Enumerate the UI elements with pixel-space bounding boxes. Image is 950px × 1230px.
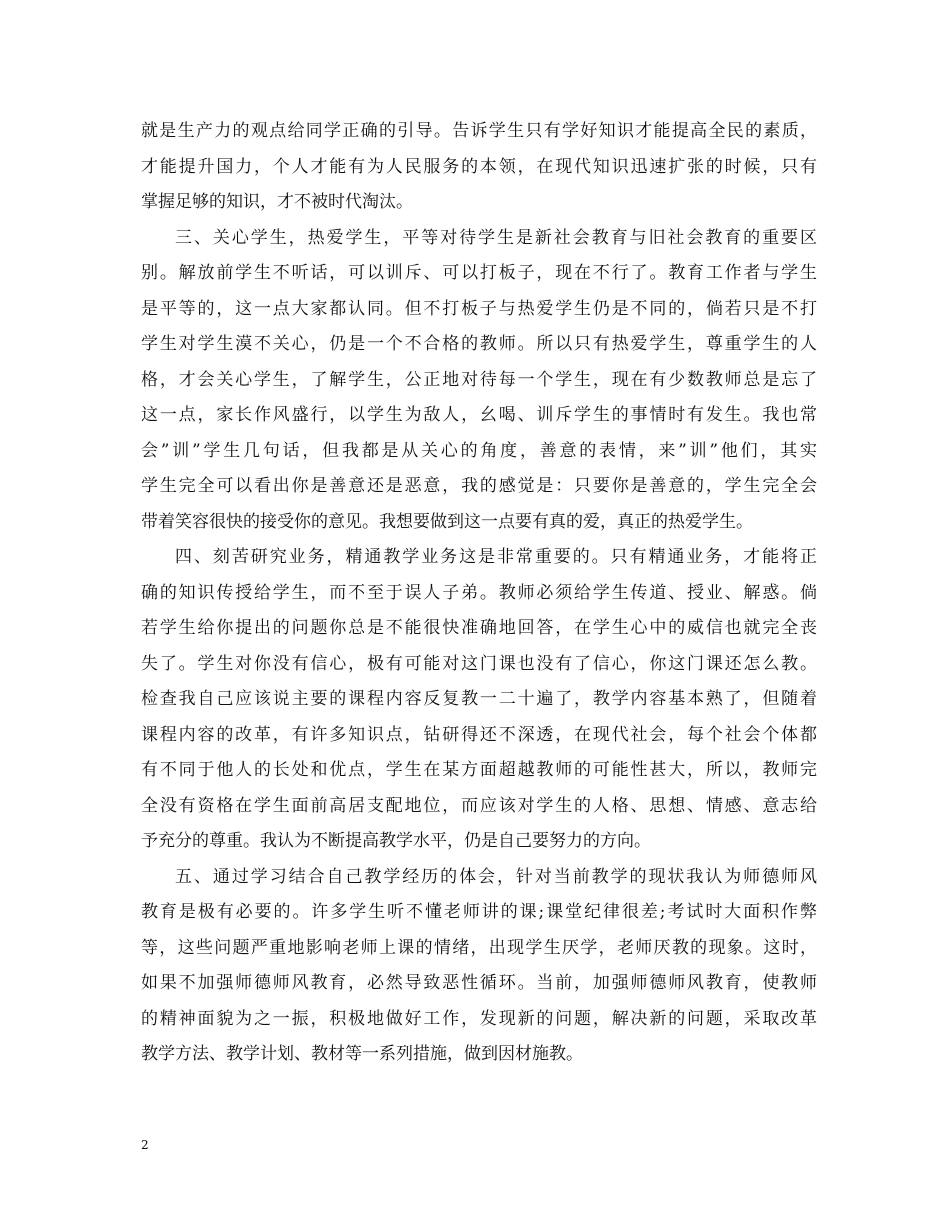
text-line: 的精神面貌为之一振，积极地做好工作，发现新的问题，解决新的问题，采取改革 xyxy=(141,1008,817,1029)
text-line: 这一点，家长作风盛行，以学生为敌人，幺喝、训斥学生的事情时有发生。我也常 xyxy=(141,405,817,425)
text-line: 等，这些问题严重地影响老师上课的情绪，出现学生厌学，老师厌教的现象。这时， xyxy=(141,937,817,958)
text-line: 若学生给你提出的问题你总是不能很快准确地回答，在学生心中的威信也就完全丧 xyxy=(141,618,817,638)
text-line: 课程内容的改革，有许多知识点，钻研得还不深透，在现代社会，每个社会个体都 xyxy=(141,724,817,745)
text-line: 如果不加强师德师风教育，必然导致恶性循环。当前，加强师德师风教育，使教师 xyxy=(141,973,817,993)
body-text xyxy=(141,114,817,1073)
text-line: 格，才会关心学生，了解学生，公正地对待每一个学生，现在有少数教师总是忘了 xyxy=(141,369,817,390)
text-line: 教学方法、教学计划、教材等一系列措施，做到因材施教。 xyxy=(141,1044,583,1064)
text-line: 教育是极有必要的。许多学生听不懂老师讲的课;课堂纪律很差;考试时大面积作弊 xyxy=(141,902,817,922)
paragraph-continuation xyxy=(141,114,817,221)
text-line: 检查我自己应该说主要的课程内容反复教一二十遍了，教学内容基本熟了，但随着 xyxy=(141,689,817,709)
text-line: 四、刻苦研究业务，精通教学业务这是非常重要的。只有精通业务，才能将正 xyxy=(175,547,817,567)
text-line: 是平等的，这一点大家都认同。但不打板子与热爱学生仍是不同的，倘若只是不打 xyxy=(141,298,817,319)
text-line: 掌握足够的知识，才不被时代淘汰。 xyxy=(141,192,413,212)
text-line: 三、关心学生，热爱学生，平等对待学生是新社会教育与旧社会教育的重要区 xyxy=(175,227,817,248)
text-line: 才能提升国力，个人才能有为人民服务的本领，在现代知识迅速扩张的时候，只有 xyxy=(141,156,817,177)
text-line: 确的知识传授给学生，而不至于误人子弟。教师必须给学生传道、授业、解惑。倘 xyxy=(141,582,817,603)
page-number: 2 xyxy=(141,1138,149,1152)
text-line: 五、通过学习结合自己教学经历的体会，针对当前教学的现状我认为师德师风 xyxy=(175,866,817,887)
text-line: 有不同于他人的长处和优点，学生在某方面超越教师的可能性甚大，所以，教师完 xyxy=(141,760,817,780)
text-line: 学生完全可以看出你是善意还是恶意，我的感觉是：只要你是善意的，学生完全会 xyxy=(141,476,817,496)
text-line: 别。解放前学生不听话，可以训斥、可以打板子，现在不行了。教育工作者与学生 xyxy=(141,263,817,283)
text-line: 会”训”学生几句话，但我都是从关心的角度，善意的表情，来”训”他们，其实 xyxy=(141,440,817,461)
text-line: 学生对学生漠不关心，仍是一个不合格的教师。所以只有热爱学生，尊重学生的人 xyxy=(141,334,817,354)
paragraph-five xyxy=(141,860,817,1073)
paragraph-four xyxy=(141,540,817,860)
text-line: 失了。学生对你没有信心，极有可能对这门课也没有了信心，你这门课还怎么教。 xyxy=(141,653,817,674)
paragraph-three xyxy=(141,221,817,541)
text-line: 全没有资格在学生面前高居支配地位，而应该对学生的人格、思想、情感、意志给 xyxy=(141,795,817,816)
text-line: 予充分的尊重。我认为不断提高教学水平，仍是自己要努力的方向。 xyxy=(141,831,651,851)
text-line: 带着笑容很快的接受你的意见。我想要做到这一点要有真的爱，真正的热爱学生。 xyxy=(141,511,753,532)
text-line: 就是生产力的观点给同学正确的引导。告诉学生只有学好知识才能提高全民的素质， xyxy=(141,121,817,141)
